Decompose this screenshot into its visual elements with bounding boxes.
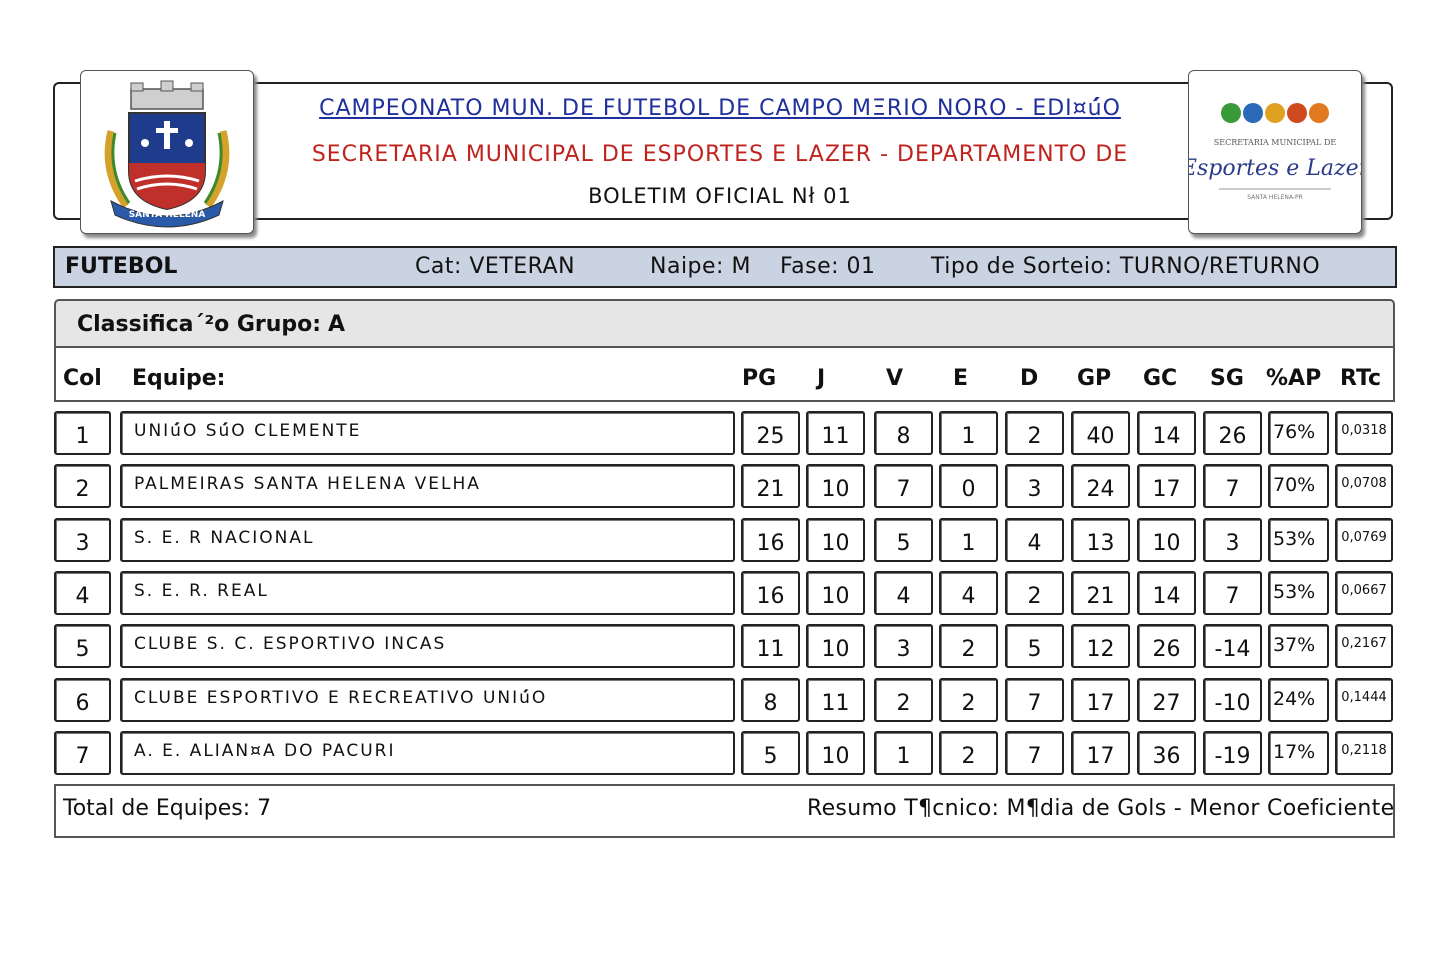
cell-col: 6	[54, 678, 111, 722]
secretariat-subtitle: SECRETARIA MUNICIPAL DE ESPORTES E LAZER - DEPARTAMENTO DE	[311, 142, 1129, 167]
cell-ap: 24%	[1268, 678, 1329, 722]
championship-title: CAMPEONATO MUN. DE FUTEBOL DE CAMPO MΞRIO NORO - EDI¤ú́O	[319, 96, 1121, 121]
cell-col: 2	[54, 464, 111, 508]
cell-pg: 25	[741, 411, 800, 455]
col-header-j: J	[817, 366, 826, 391]
cell-rtc: 0,0769	[1335, 518, 1393, 562]
cell-e: 1	[939, 518, 998, 562]
secretaria-esportes-logo	[1188, 70, 1362, 234]
cell-pg: 11	[741, 624, 800, 668]
col-header-equipe: Equipe:	[132, 366, 226, 391]
cell-gc: 17	[1137, 464, 1196, 508]
cell-j: 10	[806, 731, 865, 775]
cell-ap: 70%	[1268, 464, 1329, 508]
cell-v: 7	[874, 464, 933, 508]
cell-col: 4	[54, 571, 111, 615]
cell-col: 5	[54, 624, 111, 668]
cell-sg: 7	[1203, 464, 1262, 508]
cell-j: 11	[806, 678, 865, 722]
sport-label: FUTEBOL	[65, 254, 178, 279]
col-header-v: V	[886, 366, 904, 391]
svg-text:SANTA HELENA-PR: SANTA HELENA-PR	[1247, 194, 1303, 201]
group-name: A	[328, 312, 346, 337]
cell-team: A. E. ALIAN¤A DO PACURI	[120, 731, 735, 775]
col-header-col: Col	[63, 366, 102, 391]
cell-team: S. E. R. REAL	[120, 571, 735, 615]
cell-gc: 14	[1137, 571, 1196, 615]
cell-team: CLUBE S. C. ESPORTIVO INCAS	[120, 624, 735, 668]
sports-secretariat-icon	[1189, 71, 1361, 233]
cell-col: 7	[54, 731, 111, 775]
cell-rtc: 0,0667	[1335, 571, 1393, 615]
cell-pg: 16	[741, 571, 800, 615]
cell-gp: 17	[1071, 678, 1130, 722]
cell-v: 5	[874, 518, 933, 562]
cell-v: 1	[874, 731, 933, 775]
cell-v: 4	[874, 571, 933, 615]
cell-pg: 21	[741, 464, 800, 508]
cell-pg: 5	[741, 731, 800, 775]
cell-d: 2	[1005, 411, 1064, 455]
cell-team: UNIú́O Sú́O CLEMENTE	[120, 411, 735, 455]
cell-j: 11	[806, 411, 865, 455]
cell-gp: 13	[1071, 518, 1130, 562]
cell-pg: 8	[741, 678, 800, 722]
cell-team: PALMEIRAS SANTA HELENA VELHA	[120, 464, 735, 508]
cell-e: 2	[939, 678, 998, 722]
group-label: Classifica´²o Grupo:	[77, 312, 322, 337]
cell-e: 4	[939, 571, 998, 615]
cell-gp: 12	[1071, 624, 1130, 668]
cell-team: CLUBE ESPORTIVO E RECREATIVO UNIú́O	[120, 678, 735, 722]
cell-d: 3	[1005, 464, 1064, 508]
technical-summary: Resumo T¶cnico: M¶dia de Gols - Menor Coeficiente	[807, 796, 1395, 821]
cell-gc: 26	[1137, 624, 1196, 668]
cell-gp: 21	[1071, 571, 1130, 615]
cell-sg: 26	[1203, 411, 1262, 455]
cell-col: 1	[54, 411, 111, 455]
cell-j: 10	[806, 464, 865, 508]
cell-gc: 10	[1137, 518, 1196, 562]
cell-rtc: 0,0318	[1335, 411, 1393, 455]
cell-ap: 76%	[1268, 411, 1329, 455]
col-header-gc: GC	[1143, 366, 1178, 391]
col-header-sg: SG	[1210, 366, 1244, 391]
col-header-d: D	[1020, 366, 1039, 391]
col-header-pg: PG	[742, 366, 777, 391]
cell-gp: 24	[1071, 464, 1130, 508]
column-header-row	[54, 346, 1395, 402]
cell-team: S. E. R NACIONAL	[120, 518, 735, 562]
coat-of-arms-icon	[81, 71, 253, 233]
cell-e: 2	[939, 731, 998, 775]
cell-j: 10	[806, 571, 865, 615]
col-header-rtc: RTc	[1340, 366, 1382, 391]
cell-rtc: 0,1444	[1335, 678, 1393, 722]
cell-gp: 17	[1071, 731, 1130, 775]
cell-ap: 53%	[1268, 571, 1329, 615]
cell-gp: 40	[1071, 411, 1130, 455]
col-header-e: E	[953, 366, 969, 391]
cell-ap: 17%	[1268, 731, 1329, 775]
svg-text:SANTA HELENA: SANTA HELENA	[128, 210, 206, 220]
col-header-ap: %AP	[1266, 366, 1322, 391]
cell-d: 5	[1005, 624, 1064, 668]
cell-ap: 37%	[1268, 624, 1329, 668]
cell-e: 1	[939, 411, 998, 455]
cell-sg: -19	[1203, 731, 1262, 775]
cell-j: 10	[806, 518, 865, 562]
cell-sg: -10	[1203, 678, 1262, 722]
col-header-gp: GP	[1077, 366, 1112, 391]
svg-text:Esportes e Lazer: Esportes e Lazer	[1189, 156, 1361, 181]
cell-sg: -14	[1203, 624, 1262, 668]
cell-v: 8	[874, 411, 933, 455]
cell-col: 3	[54, 518, 111, 562]
cell-sg: 3	[1203, 518, 1262, 562]
svg-text:SECRETARIA MUNICIPAL DE: SECRETARIA MUNICIPAL DE	[1213, 138, 1337, 147]
cell-pg: 16	[741, 518, 800, 562]
cell-sg: 7	[1203, 571, 1262, 615]
cell-gc: 36	[1137, 731, 1196, 775]
cell-ap: 53%	[1268, 518, 1329, 562]
cell-e: 0	[939, 464, 998, 508]
cell-gc: 14	[1137, 411, 1196, 455]
cell-gc: 27	[1137, 678, 1196, 722]
cell-d: 7	[1005, 731, 1064, 775]
cell-rtc: 0,2118	[1335, 731, 1393, 775]
naipe-label: Naipe: M	[650, 254, 751, 279]
cell-rtc: 0,2167	[1335, 624, 1393, 668]
category-label: Cat: VETERAN	[415, 254, 576, 279]
sorteio-label: Tipo de Sorteio: TURNO/RETURNO	[931, 254, 1321, 279]
total-teams: Total de Equipes: 7	[63, 796, 272, 821]
cell-v: 3	[874, 624, 933, 668]
cell-e: 2	[939, 624, 998, 668]
cell-rtc: 0,0708	[1335, 464, 1393, 508]
bulletin-number: BOLETIM OFICIAL Nł 01	[588, 184, 852, 208]
cell-j: 10	[806, 624, 865, 668]
santa-helena-coat-of-arms-logo	[80, 70, 254, 234]
cell-d: 2	[1005, 571, 1064, 615]
cell-d: 7	[1005, 678, 1064, 722]
fase-label: Fase: 01	[780, 254, 876, 279]
cell-v: 2	[874, 678, 933, 722]
cell-d: 4	[1005, 518, 1064, 562]
